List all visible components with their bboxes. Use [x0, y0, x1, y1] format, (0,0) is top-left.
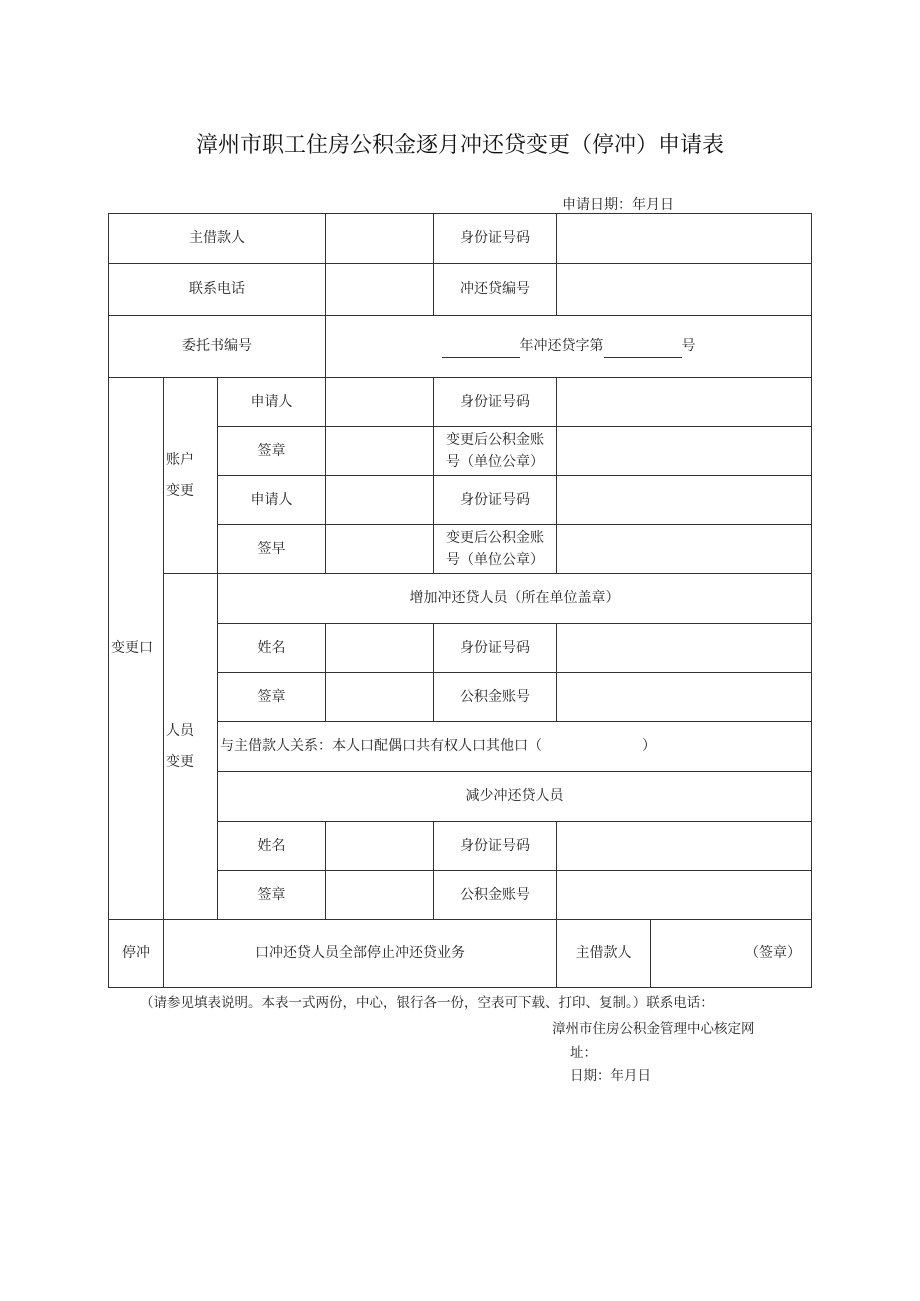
id-number-input-3[interactable] [557, 476, 812, 525]
id-number-label-2: 身份证号码 [434, 378, 557, 427]
seal-label-1: 签章 [218, 427, 326, 476]
entrust-number-label: 委托书编号 [109, 316, 326, 378]
id-number-input-add[interactable] [557, 624, 812, 673]
new-account-input-1[interactable] [557, 427, 812, 476]
applicant-label-1: 申请人 [218, 378, 326, 427]
footer-org: 漳州市住房公积金管理中心核定网 [552, 1021, 755, 1037]
applicant-label-2: 申请人 [218, 476, 326, 525]
relation-row[interactable]: 与主借款人关系：本人口配偶口共有权人口其他口（ ） [218, 722, 812, 772]
loan-number-input[interactable] [557, 264, 812, 316]
apply-date: 申请日期：年月日 [562, 197, 674, 213]
fund-account-label-reduce: 公积金账号 [434, 871, 557, 920]
footer-note: （请参见填表说明。本表一式两份，中心，银行各一份，空表可下载、打印、复制。）联系电话： [140, 995, 714, 1011]
entrust-mid-text: 年冲还贷字第 [519, 338, 604, 355]
seal-input-1[interactable] [326, 427, 434, 476]
stop-option[interactable]: 口冲还贷人员全部停止冲还贷业务 [164, 920, 557, 988]
new-account-input-2[interactable] [557, 525, 812, 574]
id-number-label: 身份证号码 [434, 214, 557, 264]
person-change-label: 人员 变更 [164, 574, 218, 920]
applicant-input-2[interactable] [326, 476, 434, 525]
applicant-input-1[interactable] [326, 378, 434, 427]
name-input-add[interactable] [326, 624, 434, 673]
id-number-input-reduce[interactable] [557, 822, 812, 871]
fund-account-input-reduce[interactable] [557, 871, 812, 920]
footer-date: 日期：年月日 [570, 1068, 651, 1084]
reduce-person-header: 减少冲还贷人员 [218, 772, 812, 822]
seal-input-add[interactable] [326, 673, 434, 722]
stop-borrower-label: 主借款人 [557, 920, 651, 988]
id-number-label-add: 身份证号码 [434, 624, 557, 673]
seal-input-2[interactable] [326, 525, 434, 574]
main-borrower-input[interactable] [326, 214, 434, 264]
name-input-reduce[interactable] [326, 822, 434, 871]
seal-label-reduce: 签章 [218, 871, 326, 920]
id-number-input[interactable] [557, 214, 812, 264]
change-label: 变更口 [109, 378, 164, 920]
id-number-input-2[interactable] [557, 378, 812, 427]
new-account-label-1: 变更后公积金账 号（单位公章） [434, 427, 557, 476]
main-borrower-label: 主借款人 [109, 214, 326, 264]
stop-label: 停冲 [109, 920, 164, 988]
phone-label: 联系电话 [109, 264, 326, 316]
add-person-header: 增加冲还贷人员（所在单位盖章） [218, 574, 812, 624]
entrust-number-field[interactable] [326, 316, 812, 378]
loan-number-label: 冲还贷编号 [434, 264, 557, 316]
fund-account-input-add[interactable] [557, 673, 812, 722]
page-title: 漳州市职工住房公积金逐月冲还贷变更（停冲）申请表 [195, 133, 724, 158]
entrust-end-text: 号 [681, 338, 696, 355]
name-label-reduce: 姓名 [218, 822, 326, 871]
id-number-label-3: 身份证号码 [434, 476, 557, 525]
id-number-label-reduce: 身份证号码 [434, 822, 557, 871]
seal-input-reduce[interactable] [326, 871, 434, 920]
seal-label-add: 签章 [218, 673, 326, 722]
seal-label-2: 签早 [218, 525, 326, 574]
account-change-label: 账户 变更 [164, 378, 218, 574]
new-account-label-2: 变更后公积金账 号（单位公章） [434, 525, 557, 574]
application-table [108, 213, 812, 988]
stop-seal[interactable]: （签章） [651, 920, 812, 988]
name-label-add: 姓名 [218, 624, 326, 673]
footer-addr: 址： [570, 1045, 597, 1061]
fund-account-label-add: 公积金账号 [434, 673, 557, 722]
phone-input[interactable] [326, 264, 434, 316]
